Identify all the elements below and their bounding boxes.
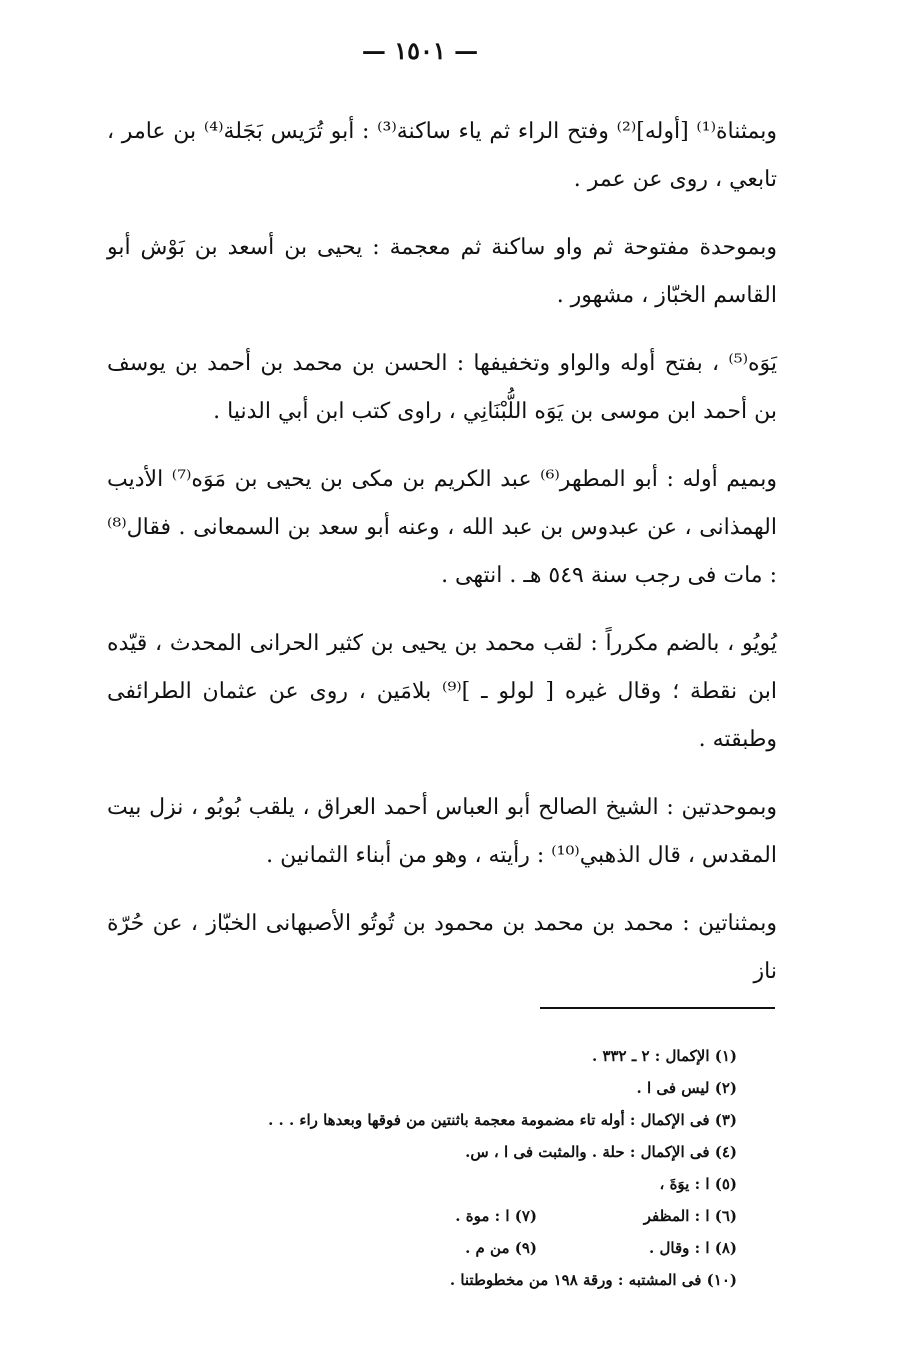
- footnote-4: (٤) فى الإكمال : حلة . والمثبت فى ا ، س.: [465, 1143, 737, 1161]
- footnote-10: (١٠) فى المشتبه : ورقة ١٩٨ من مخطوطتنا .: [449, 1271, 737, 1289]
- paragraph-6: وبموحدتين : الشيخ الصالح أبو العباس أحمد العراق ، يلقب بُوبُو ، نزل بيت المقدس ، قال الذهبي⁽¹⁰⁾ : رأيته ، وهو من أبناء الثمانين .: [107, 795, 777, 868]
- paragraph-1: وبمثناة⁽¹⁾ [أوله]⁽²⁾ وفتح الراء ثم ياء ساكنة⁽³⁾ : أبو تُرَيس بَجَلة⁽⁴⁾ بن عامر ، تابعي ، روى عن عمر .: [107, 119, 778, 192]
- footnote-9: (٩) من م .: [465, 1239, 537, 1257]
- footnote-2: (٢) ليس فى ا .: [636, 1079, 737, 1097]
- paragraph-5: يُويُو ، بالضم مكرراً : لقب محمد بن يحيى بن كثير الحرانى المحدث ، قيّده ابن نقطة ؛ وقال غيره [ لولو ـ ]⁽⁹⁾ بلامَين ، روى عن عثمان الطرائفى وطبقته .: [107, 631, 777, 752]
- footnote-8: (٨) ا : وقال .: [649, 1239, 737, 1257]
- paragraph-2: وبموحدة مفتوحة ثم واو ساكنة ثم معجمة : يحيى بن أسعد بن بَوْش أبو القاسم الخبّاز ، مشهور .: [107, 235, 777, 308]
- paragraph-4: وبميم أوله : أبو المطهر⁽⁶⁾ عبد الكريم بن مكى بن يحيى بن مَوَه⁽⁷⁾ الأديب الهمذانى ، عن عبدوس بن عبد الله ، وعنه أبو سعد بن السمعانى . فقال⁽⁸⁾ : مات فى رجب سنة ٥٤٩ هـ . انتهى .: [107, 467, 778, 588]
- footnote-7: (٧) ا : موة .: [455, 1207, 537, 1225]
- footnote-row-6-7: [177, 1200, 737, 1232]
- footnotes: [177, 1040, 737, 1296]
- footnote-1: (١) الإكمال : ٢ ـ ٣٣٢ .: [591, 1047, 737, 1065]
- paragraph-3: يَوَه⁽⁵⁾ ، بفتح أوله والواو وتخفيفها : الحسن بن محمد بن أحمد بن يوسف بن أحمد ابن موسى بن يَوَه اللُّبْنَانِي ، راوى كتب ابن أبي الدنيا .: [107, 351, 777, 424]
- footnote-divider: [540, 1007, 775, 1009]
- paragraph-7: وبمثناتين : محمد بن محمد بن محمود بن تُوتُو الأصبهانى الخبّاز ، عن حُرّة ناز: [107, 911, 777, 984]
- footnote-row-8-9: [177, 1232, 737, 1264]
- footnote-5: (٥) ا : يوَةَ ،: [659, 1175, 737, 1193]
- page-number: — ١٥٠١ —: [361, 36, 479, 65]
- main-text: [107, 108, 777, 1016]
- footnote-3: (٣) فى الإكمال : أوله تاء مضمومة معجمة باثنتين من فوقها وبعدها راء . . .: [268, 1111, 737, 1129]
- footnote-6: (٦) ا : المظفر: [643, 1207, 737, 1225]
